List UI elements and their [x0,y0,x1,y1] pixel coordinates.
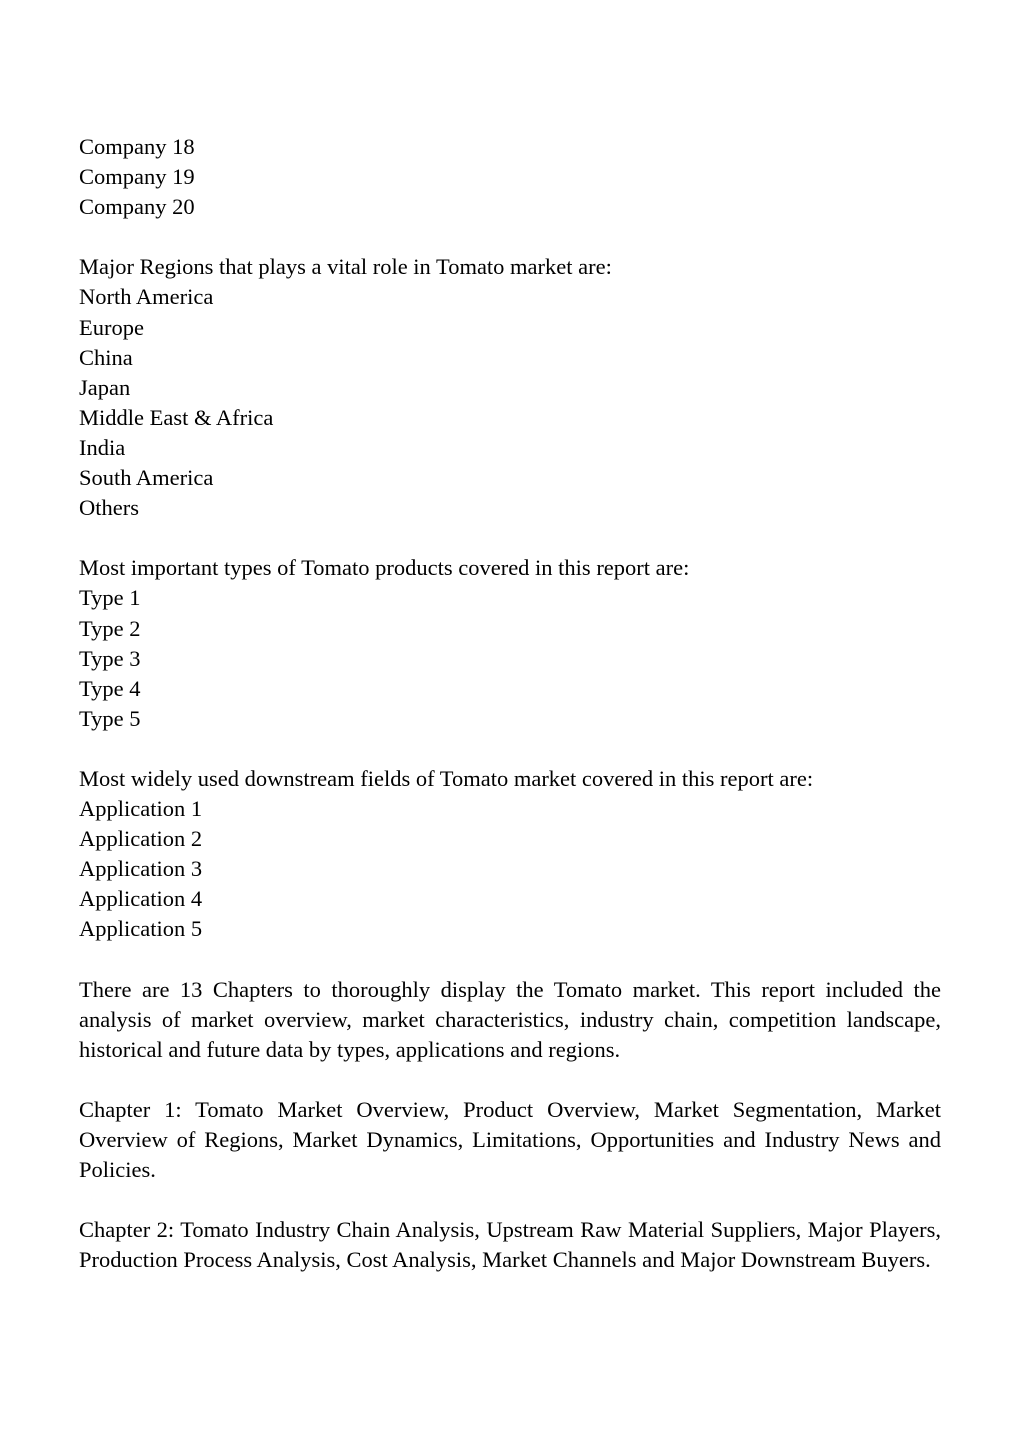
region-item: North America [79,284,214,310]
region-item: Japan [79,374,131,400]
applications-heading: Most widely used downstream fields of Tomato market covered in this report are: [79,765,814,791]
company-item: Company 20 [79,194,195,220]
region-item: Middle East & Africa [79,404,274,430]
application-item: Application 1 [79,796,203,822]
region-item: Others [79,495,139,521]
type-item: Type 1 [79,585,141,611]
region-item: Europe [79,314,144,340]
region-item: South America [79,465,214,491]
document-page [79,132,941,1276]
types-heading: Most important types of Tomato products covered in this report are: [79,555,690,581]
application-item: Application 5 [79,916,203,942]
region-item: India [79,434,126,460]
type-item: Type 5 [79,705,141,731]
chapter-2-paragraph: Chapter 2: Tomato Industry Chain Analysis, Upstream Raw Material Suppliers, Major Players, Production Process Analysis, Cost Analysis, Market Channels and Major Downstream Buyers. [79,1217,941,1273]
application-item: Application 2 [79,826,203,852]
type-item: Type 4 [79,675,141,701]
type-item: Type 2 [79,615,141,641]
chapter-1-paragraph: Chapter 1: Tomato Market Overview, Product Overview, Market Segmentation, Market Overview of Regions, Market Dynamics, Limitations, Opportunities and Industry News and Policies. [79,1097,941,1183]
company-list [79,132,941,222]
application-item: Application 4 [79,886,203,912]
company-item: Company 19 [79,164,195,190]
chapters-intro-paragraph: There are 13 Chapters to thoroughly display the Tomato market. This report included the analysis of market overview, market characteristics, industry chain, competition landscape, historical and future data by types, applications and regions. [79,976,941,1062]
regions-heading: Major Regions that plays a vital role in Tomato market are: [79,254,612,280]
regions-section [79,252,941,523]
company-item: Company 18 [79,134,195,159]
applications-section [79,764,941,945]
types-section [79,553,941,734]
type-item: Type 3 [79,645,141,671]
region-item: China [79,344,133,370]
application-item: Application 3 [79,856,203,882]
